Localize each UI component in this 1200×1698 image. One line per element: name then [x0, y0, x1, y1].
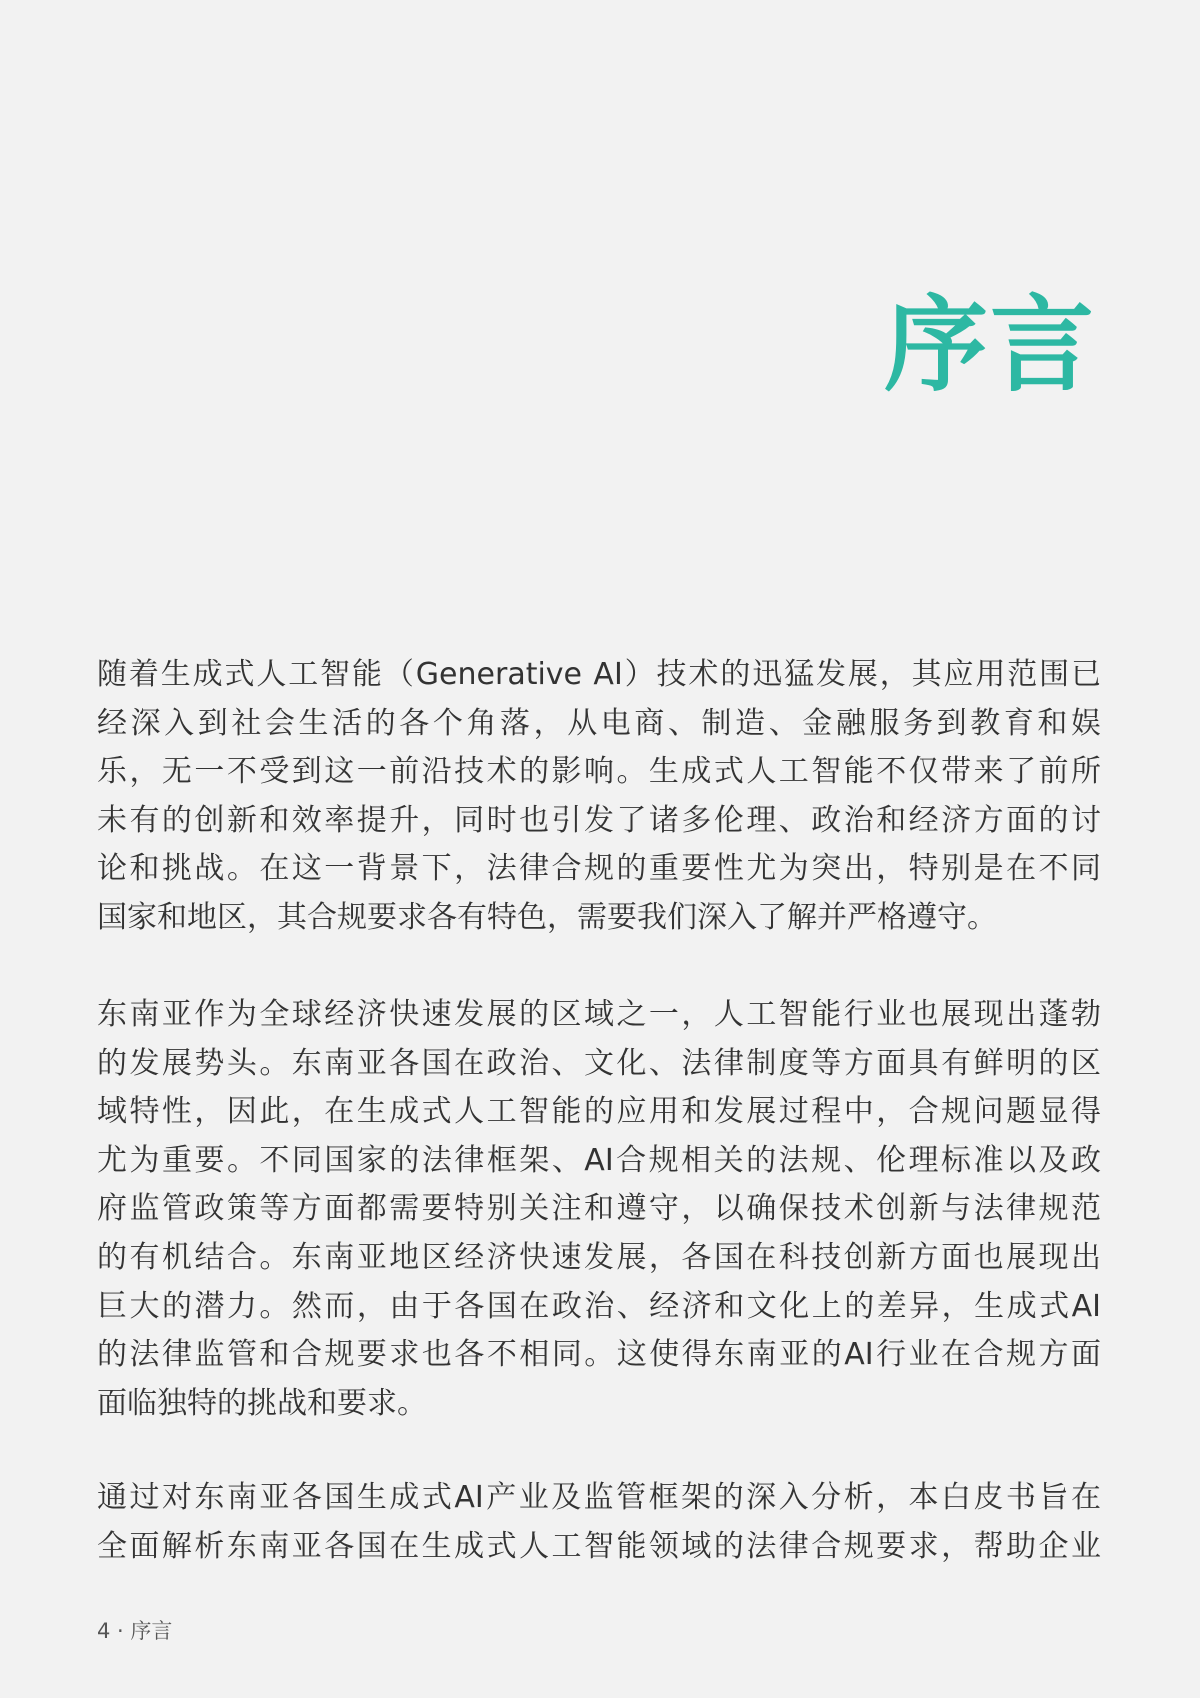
paragraph-3 — [97, 1474, 1101, 1571]
text-line: 国家和地区，其合规要求各有特色，需要我们深入了解并严格遵守。 — [97, 899, 997, 935]
text-line: 东南亚作为全球经济快速发展的区域之一，人工智能行业也展现出蓬勃 — [97, 997, 1101, 1032]
text-line: 乐，无一不受到这一前沿技术的影响。生成式人工智能不仅带来了前所 — [97, 754, 1101, 790]
page-footer: 4 · 序言 — [97, 1619, 173, 1643]
text-line: 全面解析东南亚各国在生成式人工智能领域的法律合规要求，帮助企业 — [97, 1528, 1101, 1564]
text-line: 面临独特的挑战和要求。 — [97, 1385, 427, 1421]
text-line: 域特性，因此，在生成式人工智能的应用和发展过程中，合规问题显得 — [97, 1094, 1101, 1130]
text-line: 经深入到社会生活的各个角落，从电商、制造、金融服务到教育和娱 — [97, 705, 1101, 741]
text-line: 的发展势头。东南亚各国在政治、文化、法律制度等方面具有鲜明的区 — [97, 1045, 1101, 1081]
text-line: 巨大的潜力。然而，由于各国在政治、经济和文化上的差异，生成式AI — [97, 1288, 1101, 1324]
page-title: 序言 — [883, 284, 1096, 406]
text-line: 随着生成式人工智能（Generative AI）技术的迅猛发展，其应用范围已 — [97, 657, 1101, 692]
text-line: 通过对东南亚各国生成式AI产业及监管框架的深入分析，本白皮书旨在 — [97, 1480, 1101, 1515]
text-line: 论和挑战。在这一背景下，法律合规的重要性尤为突出，特别是在不同 — [97, 851, 1101, 887]
text-line: 的有机结合。东南亚地区经济快速发展，各国在科技创新方面也展现出 — [97, 1239, 1101, 1275]
text-line: 尤为重要。不同国家的法律框架、AI合规相关的法规、伦理标准以及政 — [97, 1142, 1101, 1178]
paragraph-1 — [97, 651, 1101, 943]
text-line: 府监管政策等方面都需要特别关注和遵守，以确保技术创新与法律规范 — [97, 1191, 1101, 1227]
text-line: 未有的创新和效率提升，同时也引发了诸多伦理、政治和经济方面的讨 — [97, 802, 1101, 838]
text-line: 的法律监管和合规要求也各不相同。这使得东南亚的AI行业在合规方面 — [97, 1337, 1101, 1373]
paragraph-2 — [97, 991, 1101, 1428]
